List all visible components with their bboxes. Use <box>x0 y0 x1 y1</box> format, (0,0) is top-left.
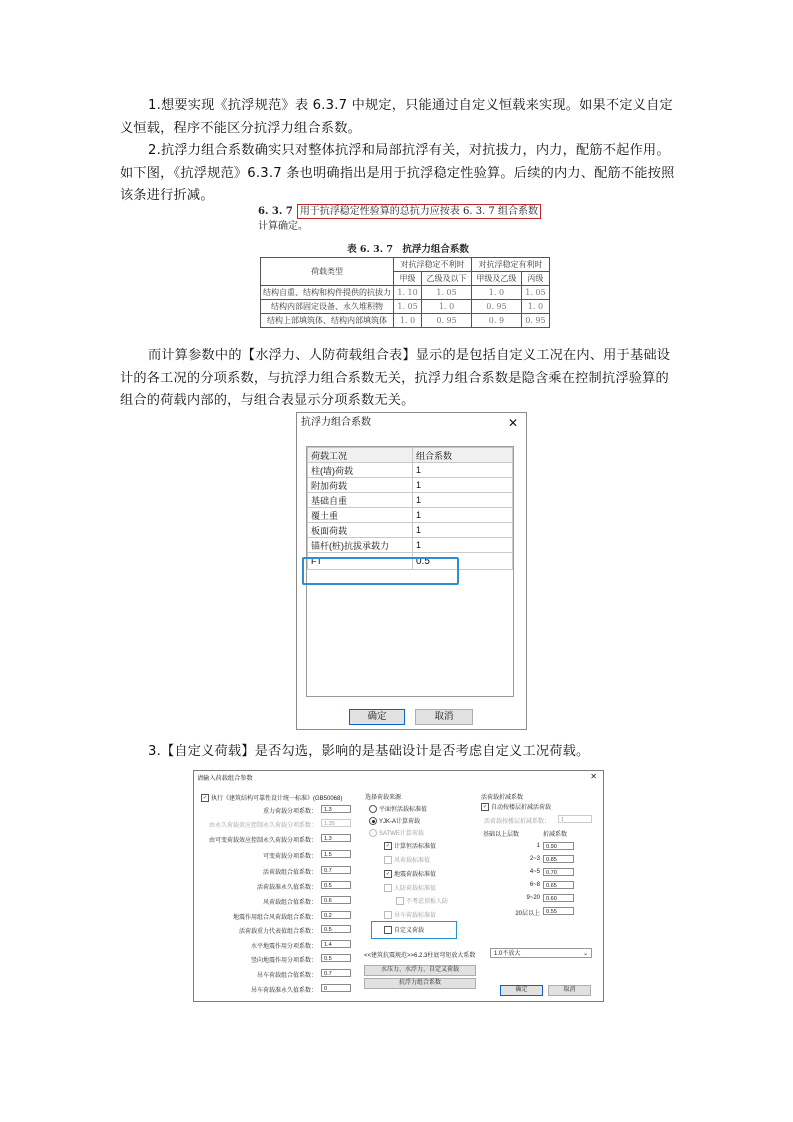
header-load-type: 荷载类型 <box>261 258 394 286</box>
highlighted-clause: 用于抗浮稳定性验算的总抗力应按表 6. 3. 7 组合系数 <box>297 204 541 219</box>
header-unfavorable: 对抗浮稳定不利时 <box>394 258 472 272</box>
table-row[interactable] <box>308 523 513 538</box>
row-name: 结构上部填筑体、结构内部填筑体 <box>261 314 394 328</box>
check-label: 计算恒活标准值 <box>394 844 437 850</box>
radio-icon <box>369 805 377 813</box>
reduce-group-title: 活荷载折减系数 <box>481 795 524 801</box>
param-label: 重力荷载分项系数： <box>262 809 317 815</box>
source-radio[interactable] <box>369 804 427 813</box>
load-name: 板面荷载 <box>308 523 413 538</box>
param-input[interactable]: 0.7 <box>321 969 351 977</box>
header-favorable: 对抗浮稳定有利时 <box>471 258 549 272</box>
source-checkbox[interactable] <box>384 869 436 878</box>
close-icon[interactable]: ✕ <box>590 772 597 781</box>
param-label: 活荷载重力代表值组合系数： <box>238 929 317 935</box>
check-label: 地震荷载标准值 <box>394 872 437 878</box>
seismic-label: <<建筑抗震规范>>6.2.3柱底弯矩放大系数 <box>364 953 476 959</box>
std-check-label: 执行《建筑结构可靠性设计统一标准》(GB50068) <box>211 796 343 802</box>
std-checkbox[interactable] <box>201 793 342 802</box>
coef-input[interactable]: 0.65 <box>543 881 574 889</box>
checkbox-icon <box>384 911 392 919</box>
reduce-input[interactable]: 1 <box>558 815 592 823</box>
load-name: 柱(墙)荷载 <box>308 463 413 478</box>
cell: 1. 05 <box>521 286 549 300</box>
coef-cell[interactable]: 1 <box>413 493 513 508</box>
table-row[interactable] <box>308 478 513 493</box>
col-header-coef: 组合系数 <box>413 448 513 463</box>
param-input[interactable]: 1.35 <box>321 819 351 827</box>
param-input[interactable]: 1.3 <box>321 834 351 842</box>
param-input[interactable]: 1.5 <box>321 850 351 858</box>
cell: 1. 0 <box>394 314 422 328</box>
auto-reduce-checkbox[interactable] <box>481 802 551 811</box>
param-input[interactable]: 0.5 <box>321 954 351 962</box>
coef-input[interactable]: 0.90 <box>543 842 574 850</box>
load-combination-dialog <box>193 770 604 1002</box>
row-name: 结构自重、结构和构件提供的抗拔力 <box>261 286 394 300</box>
coef-header: 折减系数 <box>543 832 568 838</box>
ok-button[interactable]: 确定 <box>500 985 543 996</box>
param-label: 活荷载组合值系数： <box>262 870 317 876</box>
chevron-down-icon: ⌄ <box>582 951 588 957</box>
floor-header: 基础以上层数 <box>483 832 520 838</box>
floor-label: 1 <box>536 843 540 849</box>
cell: 1. 0 <box>471 286 521 300</box>
coef-cell[interactable]: 0.5 <box>413 553 513 570</box>
seismic-value: 1.0不放大 <box>494 951 521 957</box>
cell: 0. 9 <box>471 314 521 328</box>
table-row[interactable] <box>308 538 513 553</box>
coef-input[interactable]: 0.55 <box>543 907 574 915</box>
custom-load-highlight-box <box>371 921 457 939</box>
floor-label: 9~20 <box>526 895 540 901</box>
load-name: 基础自重 <box>308 493 413 508</box>
checkbox-icon <box>384 856 392 864</box>
table-row[interactable] <box>308 493 513 508</box>
coef-input[interactable]: 0.85 <box>543 855 574 863</box>
cell: 1. 05 <box>422 286 472 300</box>
check-label: 不考虑顶板人防 <box>406 899 449 905</box>
source-label: YJK-A计算荷载 <box>379 819 421 825</box>
check-label: 自动按楼层折减活荷载 <box>491 805 552 811</box>
checkbox-icon <box>396 897 404 905</box>
seismic-select[interactable] <box>490 948 592 958</box>
dialog-title: 抗浮力组合系数 <box>301 417 371 428</box>
close-icon[interactable]: ✕ <box>507 416 518 430</box>
clause-line-2: 计算确定。 <box>258 221 308 232</box>
param-label: 活荷载准永久值系数： <box>256 885 317 891</box>
table-row[interactable] <box>308 463 513 478</box>
param-input[interactable]: 0.5 <box>321 925 351 933</box>
dialog-title-bar <box>297 413 526 433</box>
param-input[interactable]: 1.3 <box>321 805 351 813</box>
source-checkbox[interactable] <box>384 910 436 919</box>
cancel-button[interactable]: 取消 <box>548 985 591 996</box>
param-label: 吊车荷载组合值系数： <box>256 973 317 979</box>
param-input[interactable]: 0.5 <box>321 881 351 889</box>
sub-header: 乙级及以下 <box>422 272 472 286</box>
cell: 1. 05 <box>394 300 422 314</box>
param-input[interactable]: 1.4 <box>321 940 351 948</box>
paragraph-3: 而计算参数中的【水浮力、人防荷载组合表】显示的是包括自定义工况在内、用于基础设计的各工况的分项系数，与抗浮力组合系数无关，抗浮力组合系数是隐含乘在控制抗浮验算的组合的荷载内部的，与组合表显示分项系数无关。 <box>120 348 671 408</box>
paragraph-4: 3.【自定义荷载】是否勾选，影响的是基础设计是否考虑自定义工况荷载。 <box>148 744 590 759</box>
coef-cell[interactable]: 1 <box>413 478 513 493</box>
checkbox-checked-icon: ✓ <box>385 843 391 850</box>
water-custom-button[interactable]: 水压力、水浮力、自定义荷载 <box>364 965 476 976</box>
code-table <box>260 257 550 328</box>
floor-label: 4~5 <box>529 869 540 875</box>
check-label: 人防荷载标准值 <box>394 886 437 892</box>
coef-cell[interactable]: 1 <box>413 538 513 553</box>
source-checkbox[interactable] <box>384 883 436 892</box>
param-label: 水平地震作用分项系数： <box>250 944 317 950</box>
source-group-title: 选择荷载来源 <box>365 795 402 801</box>
param-input[interactable]: 0.6 <box>321 896 351 904</box>
code-excerpt <box>258 203 558 325</box>
source-radio[interactable] <box>369 816 420 825</box>
cell: 1. 0 <box>521 300 549 314</box>
param-label: 吊车荷载准永久值系数： <box>250 988 317 994</box>
source-checkbox[interactable] <box>396 896 448 905</box>
param-label: 可变荷载分项系数： <box>262 854 317 860</box>
sub-header: 甲级 <box>394 272 422 286</box>
source-radio[interactable] <box>369 828 424 837</box>
param-label: 风荷载组合值系数： <box>262 900 317 906</box>
param-input[interactable]: 0 <box>321 984 351 992</box>
checkbox-checked-icon: ✓ <box>202 795 208 802</box>
checkbox-checked-icon: ✓ <box>385 871 391 878</box>
cell: 0. 95 <box>422 314 472 328</box>
param-label: 竖向地震作用分项系数： <box>250 958 317 964</box>
sub-header: 甲级及乙级 <box>471 272 521 286</box>
coef-cell[interactable]: 1 <box>413 523 513 538</box>
checkbox-checked-icon: ✓ <box>482 804 488 811</box>
reduce-label: 活荷载按楼层折减系数： <box>484 819 551 825</box>
source-checkbox[interactable] <box>384 841 436 850</box>
check-label: 自定义荷载 <box>394 928 425 934</box>
float-coef-button[interactable]: 抗浮力组合系数 <box>364 978 476 989</box>
cell: 0. 95 <box>521 314 549 328</box>
source-label: SATWE计算荷载 <box>379 831 424 837</box>
sub-header: 丙级 <box>521 272 549 286</box>
load-name: 覆土重 <box>308 508 413 523</box>
ok-button[interactable]: 确定 <box>349 709 405 725</box>
check-label: 吊车荷载标准值 <box>394 913 437 919</box>
param-label: 地震作用组合风荷载组合系数： <box>232 915 317 921</box>
coef-input[interactable]: 0.60 <box>543 894 574 902</box>
check-label: 风荷载标准值 <box>394 858 431 864</box>
cell: 1. 0 <box>422 300 472 314</box>
param-input[interactable]: 0.7 <box>321 866 351 874</box>
cell: 1. 10 <box>394 286 422 300</box>
coef-cell[interactable]: 1 <box>413 508 513 523</box>
dialog-title: 请输入荷载组合参数 <box>197 775 253 782</box>
paragraph-1: 1.想要实现《抗浮规范》表 6.3.7 中规定，只能通过自定义恒载来实现。如果不定义自定义恒载，程序不能区分抗浮力组合系数。 <box>120 98 673 136</box>
coef-cell[interactable]: 1 <box>413 463 513 478</box>
source-checkbox[interactable] <box>384 855 430 864</box>
ft-highlight-box <box>302 557 459 585</box>
load-name: 锚杆(桩)抗拔承载力 <box>308 538 413 553</box>
load-name: FT <box>308 553 413 570</box>
param-label: 由永久荷载效应控制永久荷载分项系数： <box>208 823 317 829</box>
coef-input[interactable]: 0.70 <box>543 868 574 876</box>
radio-selected-icon <box>369 817 377 825</box>
cell: 0. 95 <box>471 300 521 314</box>
source-label: 平面恒活载标准值 <box>379 807 428 813</box>
row-name: 结构内部固定设备、永久堆积物 <box>261 300 394 314</box>
floor-label: 2~3 <box>529 856 540 862</box>
cancel-button[interactable]: 取消 <box>415 709 473 725</box>
param-input[interactable]: 0.2 <box>321 911 351 919</box>
param-label: 由可变荷载效应控制永久荷载分项系数： <box>208 838 317 844</box>
table-caption: 表 6. 3. 7 抗浮力组合系数 <box>347 244 469 255</box>
col-header-load: 荷载工况 <box>308 448 413 463</box>
table-row[interactable] <box>308 508 513 523</box>
floor-label: 6~8 <box>529 882 540 888</box>
paragraph-2: 2.抗浮力组合系数确实只对整体抗浮和局部抗浮有关，对抗拔力，内力，配筋不起作用。如下图，《抗浮规范》6.3.7 条也明确指出是用于抗浮稳定性验算。后续的内力、配筋不能按照该条进行折减。 <box>120 143 675 203</box>
clause-number: 6. 3. 7 <box>258 205 293 217</box>
radio-icon <box>369 829 377 837</box>
load-name: 附加荷载 <box>308 478 413 493</box>
floor-label: 20层以上 <box>515 911 540 917</box>
checkbox-icon <box>384 884 392 892</box>
